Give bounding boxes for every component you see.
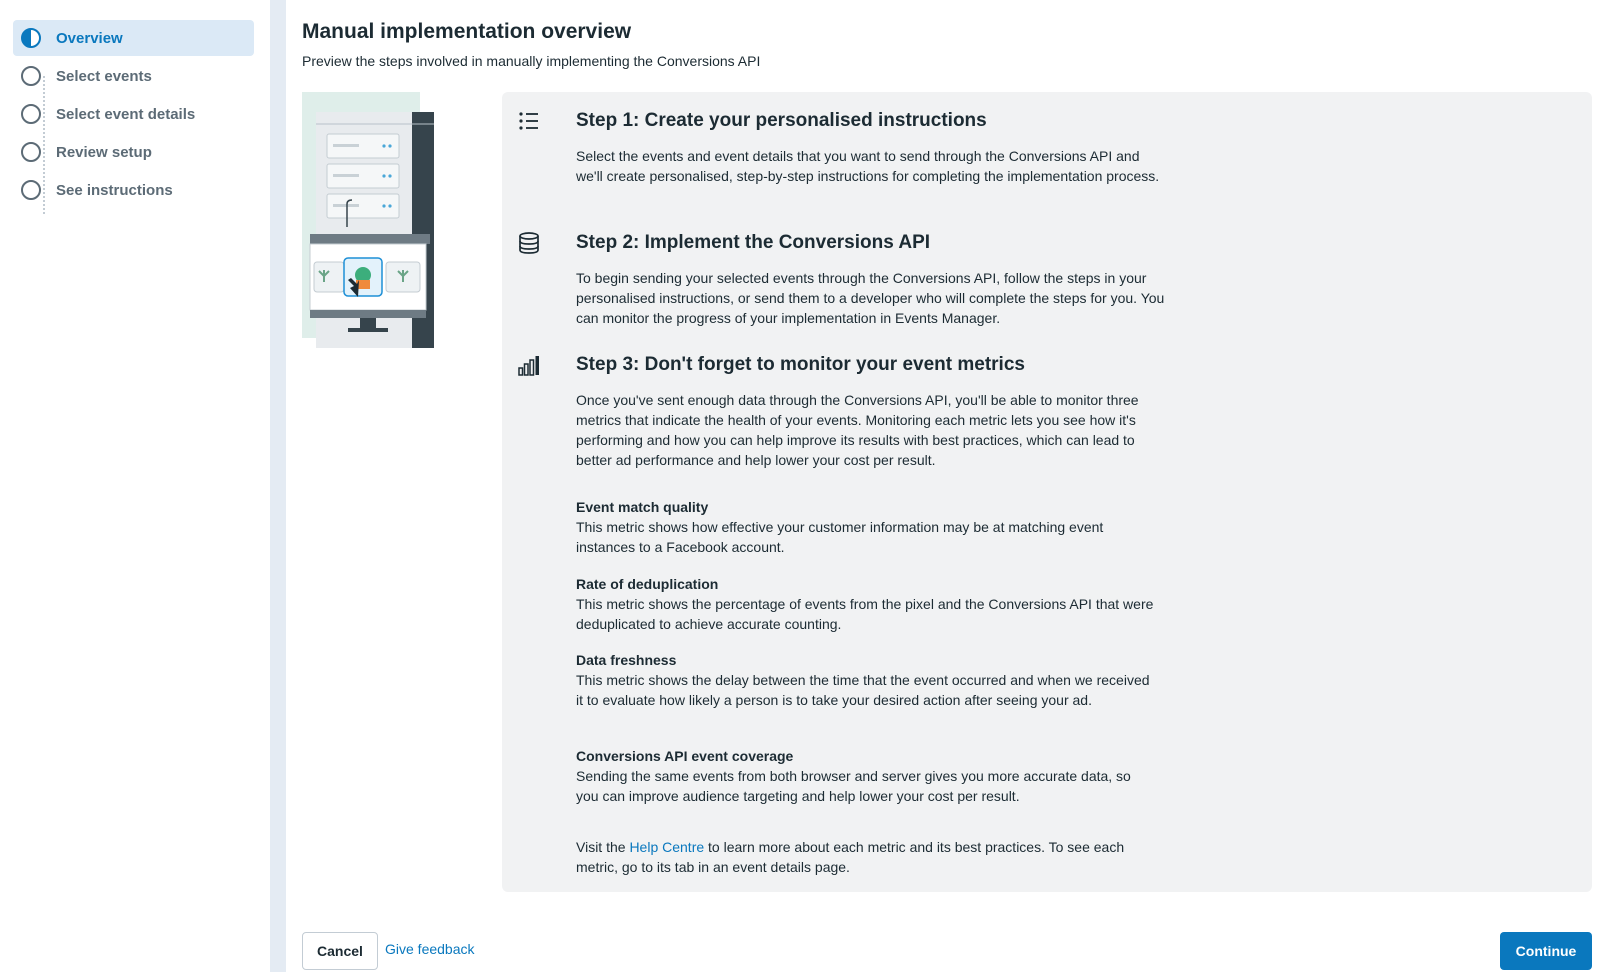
circle-icon bbox=[21, 104, 41, 124]
half-circle-icon bbox=[21, 28, 41, 48]
step-description: Once you've sent enough data through the Conversions API, you'll be able to monitor three metrics that indicate the health of your events. Monitoring each metric lets you see how it's performing and how you can help improve its results with best practices, which can lead to better ad performance and help lower your cost per result. bbox=[576, 392, 1139, 468]
metric-description: This metric shows the delay between the time that the event occurred and when we received it to evaluate how likely a person is to take your desired action after seeing your ad. bbox=[576, 672, 1150, 708]
bar-chart-icon bbox=[518, 354, 540, 376]
metric-description: This metric shows the percentage of events from the pixel and the Conversions API that were deduplicated to achieve accurate counting. bbox=[576, 596, 1154, 632]
sidebar-item-see-instructions[interactable] bbox=[13, 172, 254, 208]
list-icon bbox=[518, 110, 540, 132]
page-subtitle: Preview the steps involved in manually implementing the Conversions API bbox=[302, 53, 761, 69]
metric-title: Data freshness bbox=[576, 652, 677, 668]
sidebar-divider bbox=[270, 0, 286, 972]
metric-rate-of-deduplication bbox=[576, 574, 1156, 634]
metric-title: Event match quality bbox=[576, 499, 709, 515]
cancel-button[interactable]: Cancel bbox=[302, 932, 378, 970]
sidebar-item-label: Overview bbox=[56, 29, 123, 47]
steps-panel bbox=[502, 92, 1592, 892]
sidebar-item-review-setup[interactable] bbox=[13, 134, 254, 170]
step-title: Step 1: Create your personalised instructions bbox=[576, 110, 987, 131]
sidebar-item-overview[interactable] bbox=[13, 20, 254, 56]
continue-button[interactable]: Continue bbox=[1500, 932, 1592, 970]
sidebar-item-select-events[interactable] bbox=[13, 58, 254, 94]
metric-title: Conversions API event coverage bbox=[576, 748, 794, 764]
nav-connector-line bbox=[43, 76, 45, 214]
give-feedback-link[interactable]: Give feedback bbox=[385, 941, 475, 957]
help-centre-link[interactable]: Help Centre bbox=[629, 839, 705, 855]
circle-icon bbox=[21, 66, 41, 86]
step-title: Step 3: Don't forget to monitor your event metrics bbox=[576, 354, 1025, 375]
sidebar bbox=[0, 0, 270, 972]
metric-data-freshness bbox=[576, 650, 1156, 710]
help-note-suffix: to learn more about each metric and its best practices. To see each metric, go to its tab in an event details page. bbox=[576, 839, 1125, 875]
step-description: To begin sending your selected events through the Conversions API, follow the steps in your personalised instructions, or send them to a developer who will complete the steps for you. You can monitor the progress of your implementation in Events Manager. bbox=[576, 270, 1165, 326]
help-note-prefix: Visit the bbox=[576, 839, 630, 855]
implementation-illustration bbox=[302, 92, 434, 348]
metric-event-match-quality bbox=[576, 497, 1156, 557]
help-note bbox=[576, 837, 1156, 877]
metric-event-coverage bbox=[576, 746, 1156, 806]
database-icon bbox=[518, 232, 540, 254]
step-title: Step 2: Implement the Conversions API bbox=[576, 232, 931, 253]
sidebar-item-label: Select events bbox=[56, 67, 152, 85]
circle-icon bbox=[21, 180, 41, 200]
sidebar-item-select-event-details[interactable] bbox=[13, 96, 254, 132]
circle-icon bbox=[21, 142, 41, 162]
step-nav bbox=[13, 20, 254, 210]
page-title: Manual implementation overview bbox=[302, 20, 632, 43]
metric-description: Sending the same events from both browser and server gives you more accurate data, so you can improve audience targeting and help lower your cost per result. bbox=[576, 768, 1131, 804]
sidebar-item-label: See instructions bbox=[56, 181, 173, 199]
metric-title: Rate of deduplication bbox=[576, 576, 719, 592]
main-content bbox=[302, 0, 1600, 972]
sidebar-item-label: Select event details bbox=[56, 105, 196, 123]
sidebar-item-label: Review setup bbox=[56, 143, 152, 161]
step-description: Select the events and event details that you want to send through the Conversions API and we'll create personalised, step-by-step instructions for completing the implementation process. bbox=[576, 148, 1160, 184]
metric-description: This metric shows how effective your customer information may be at matching event instances to a Facebook account. bbox=[576, 519, 1104, 555]
